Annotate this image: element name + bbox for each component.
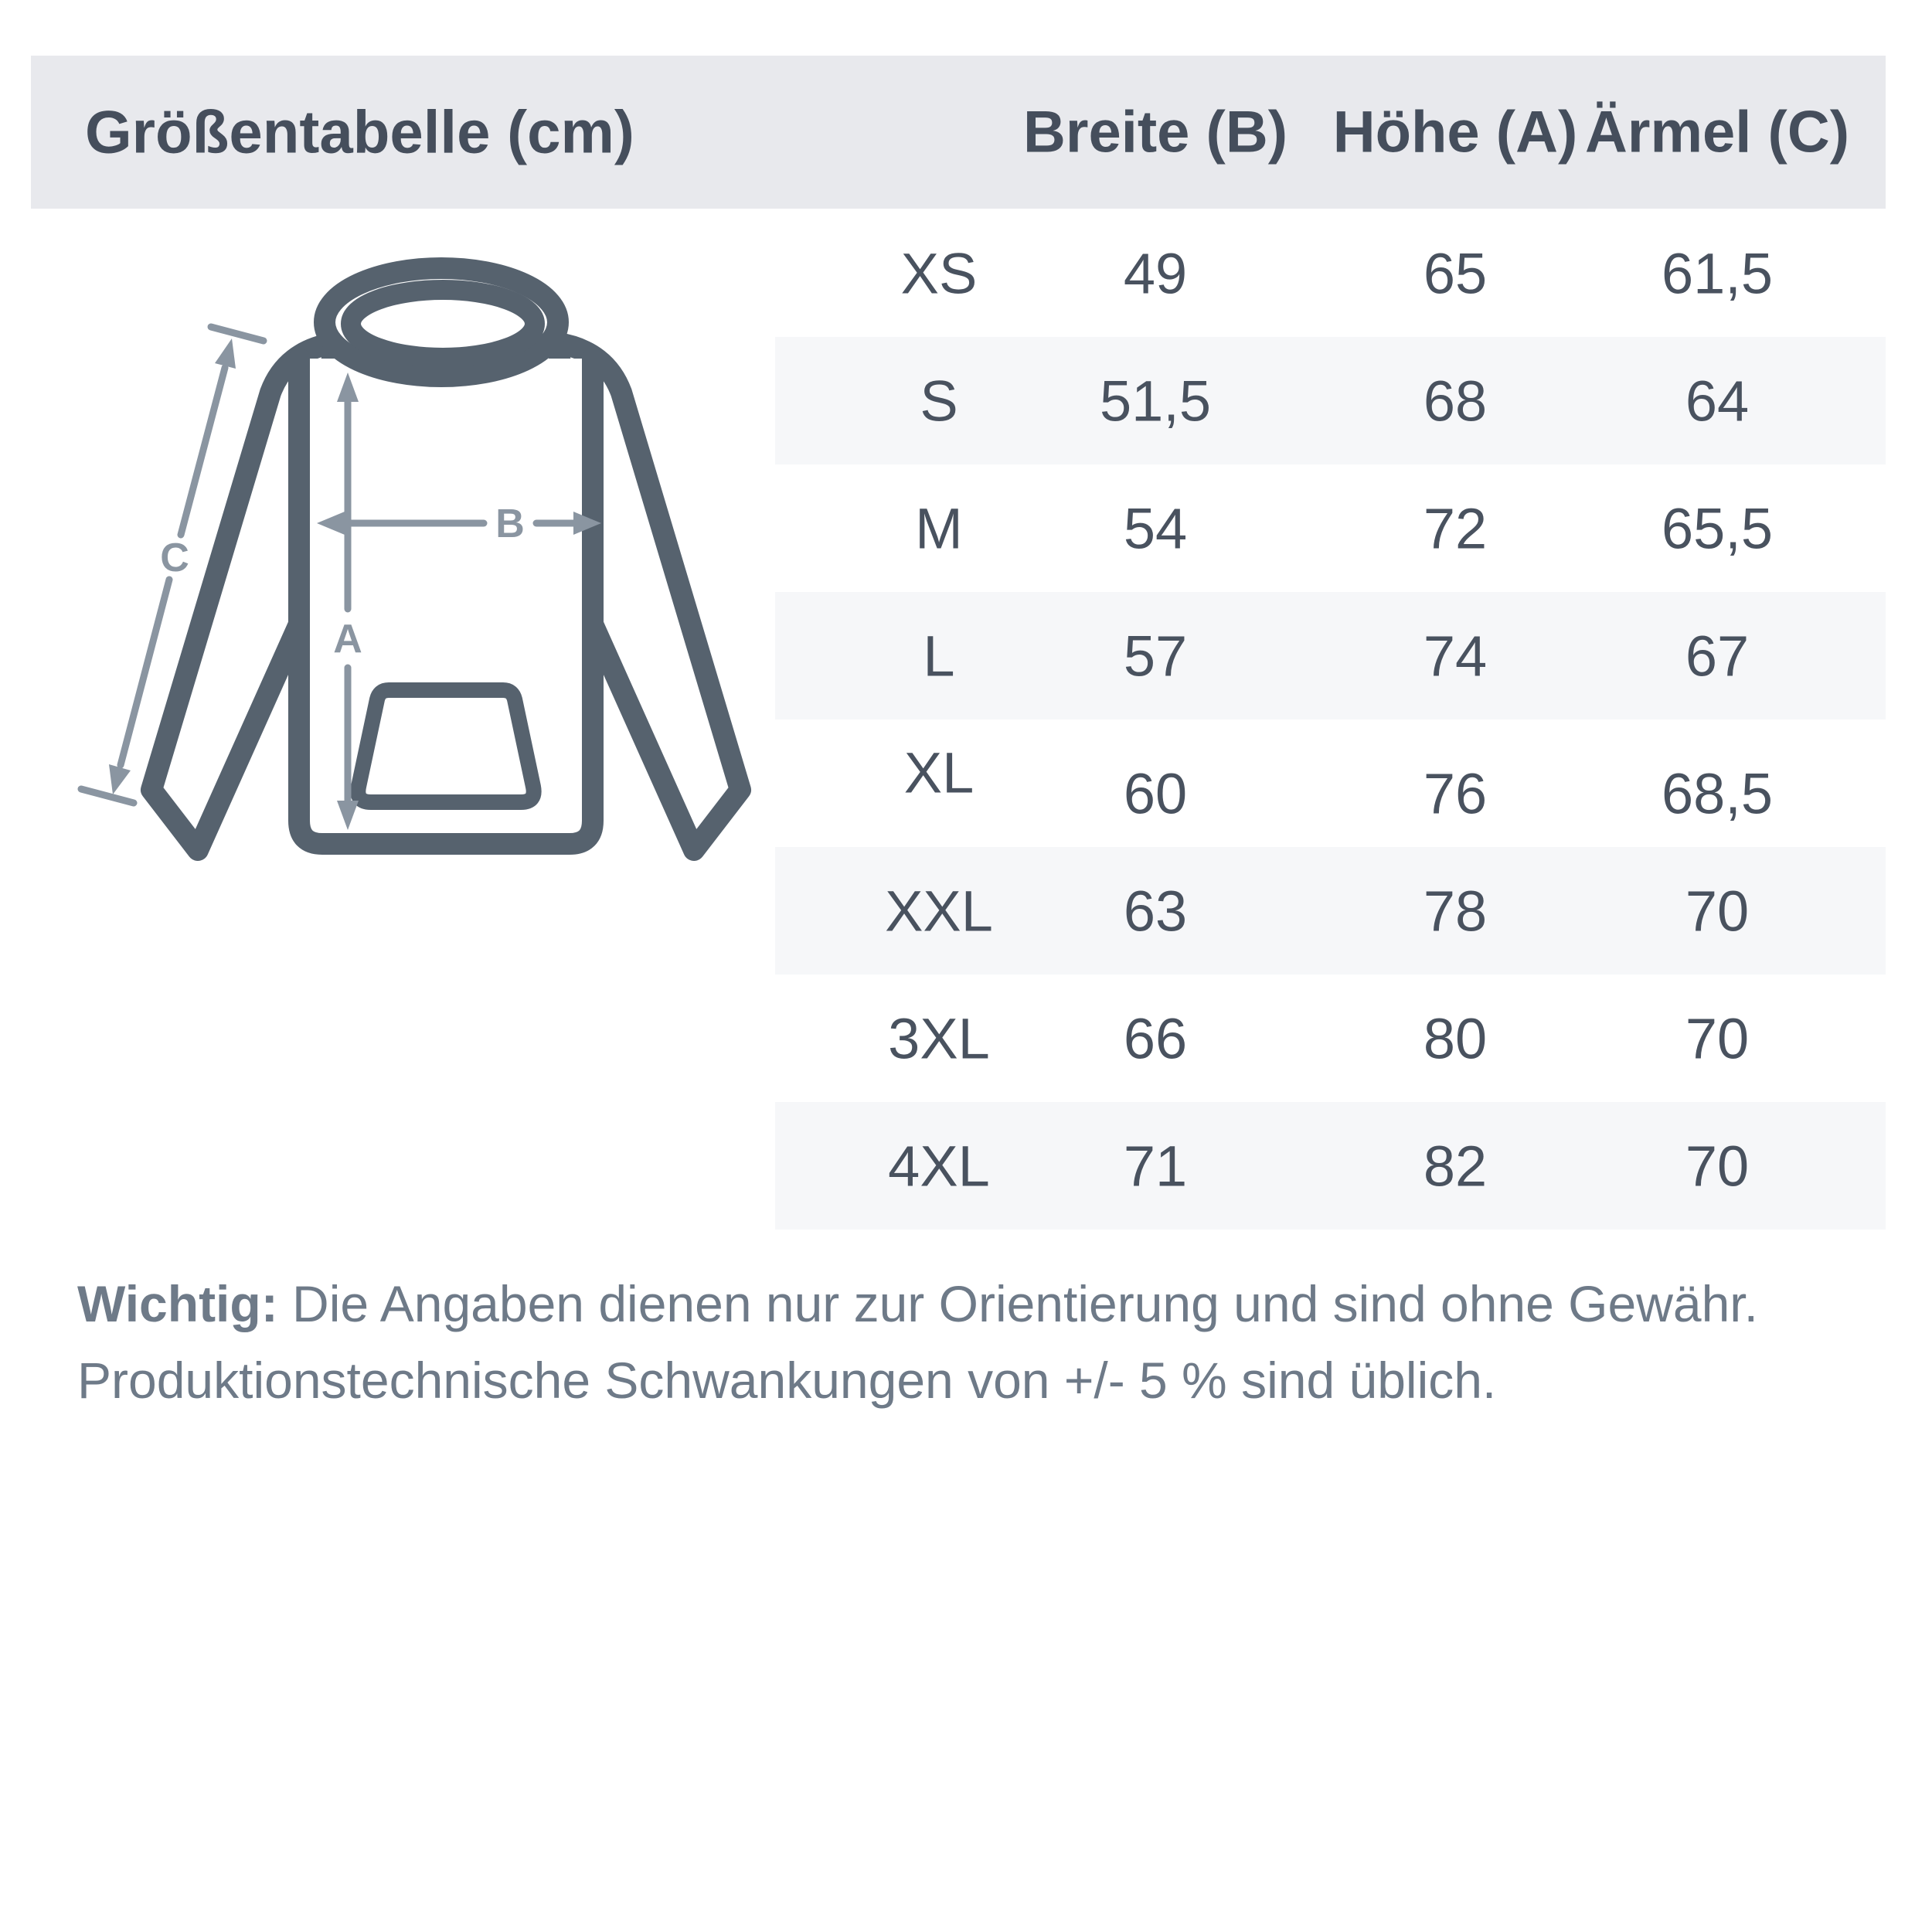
label-a: A (333, 617, 362, 662)
column-header-hoehe: Höhe (A) (1332, 99, 1578, 165)
arrowhead-c-up-icon (215, 338, 236, 369)
hoehe-value: 72 (1423, 496, 1488, 560)
size-label: XXL (885, 879, 993, 943)
hoehe-value: 65 (1423, 241, 1488, 305)
label-c: C (160, 536, 189, 580)
breite-value: 57 (1123, 624, 1188, 688)
size-label: XL (903, 740, 975, 805)
aermel-value: 68,5 (1661, 761, 1774, 826)
breite-value: 66 (1123, 1006, 1188, 1070)
hoehe-value: 74 (1423, 624, 1488, 688)
table-row (775, 975, 1886, 1102)
size-label: 4XL (888, 1134, 990, 1198)
column-header-breite: Breite (B) (1022, 99, 1288, 165)
hoehe-value: 76 (1423, 761, 1488, 826)
table-header-bar (31, 56, 1886, 209)
hoehe-value: 80 (1423, 1006, 1488, 1070)
aermel-value: 67 (1685, 624, 1750, 688)
aermel-value: 70 (1685, 879, 1750, 943)
aermel-value: 61,5 (1661, 241, 1774, 305)
table-row (775, 1102, 1886, 1230)
aermel-value: 65,5 (1661, 496, 1774, 560)
table-row (775, 847, 1886, 975)
breite-value: 71 (1123, 1134, 1188, 1198)
aermel-value: 64 (1685, 369, 1750, 433)
breite-value: 54 (1123, 496, 1188, 560)
label-b: B (495, 502, 525, 546)
table-row (775, 209, 1886, 337)
arrowhead-c-down-icon (109, 764, 131, 794)
table-row (775, 719, 1886, 847)
disclaimer-bold-prefix: Wichtig: (77, 1275, 278, 1332)
column-header-aermel: Ärmel (C) (1584, 99, 1850, 165)
size-label: L (923, 624, 955, 688)
size-label: S (920, 369, 958, 433)
disclaimer-line-1 (77, 1266, 1886, 1342)
table-row (775, 592, 1886, 719)
size-label: XS (900, 241, 978, 305)
breite-value: 60 (1123, 761, 1188, 826)
table-row (775, 337, 1886, 464)
size-label: M (915, 496, 963, 560)
aermel-value: 70 (1685, 1006, 1750, 1070)
disclaimer-line-2: Produktionstechnische Schwankungen von +/- 5 % sind üblich. (77, 1352, 1497, 1409)
hoehe-value: 68 (1423, 369, 1488, 433)
page-title: Größentabelle (cm) (85, 97, 634, 166)
disclaimer-line-1-text: Die Angaben dienen nur zur Orientierung und sind ohne Gewähr. (277, 1275, 1758, 1332)
disclaimer-note (77, 1266, 1886, 1419)
hoehe-value: 78 (1423, 879, 1488, 943)
table-row (775, 464, 1886, 592)
breite-value: 63 (1123, 879, 1188, 943)
hoodie-pocket (358, 690, 533, 802)
hoodie-hood-inner (351, 290, 535, 358)
aermel-value: 70 (1685, 1134, 1750, 1198)
breite-value: 49 (1123, 241, 1188, 305)
size-label: 3XL (888, 1006, 990, 1070)
breite-value: 51,5 (1099, 369, 1212, 433)
hoodie-measurement-diagram (46, 216, 773, 896)
c-end-cap-top (211, 327, 264, 341)
c-end-cap-bottom (81, 789, 134, 803)
hoehe-value: 82 (1423, 1134, 1488, 1198)
